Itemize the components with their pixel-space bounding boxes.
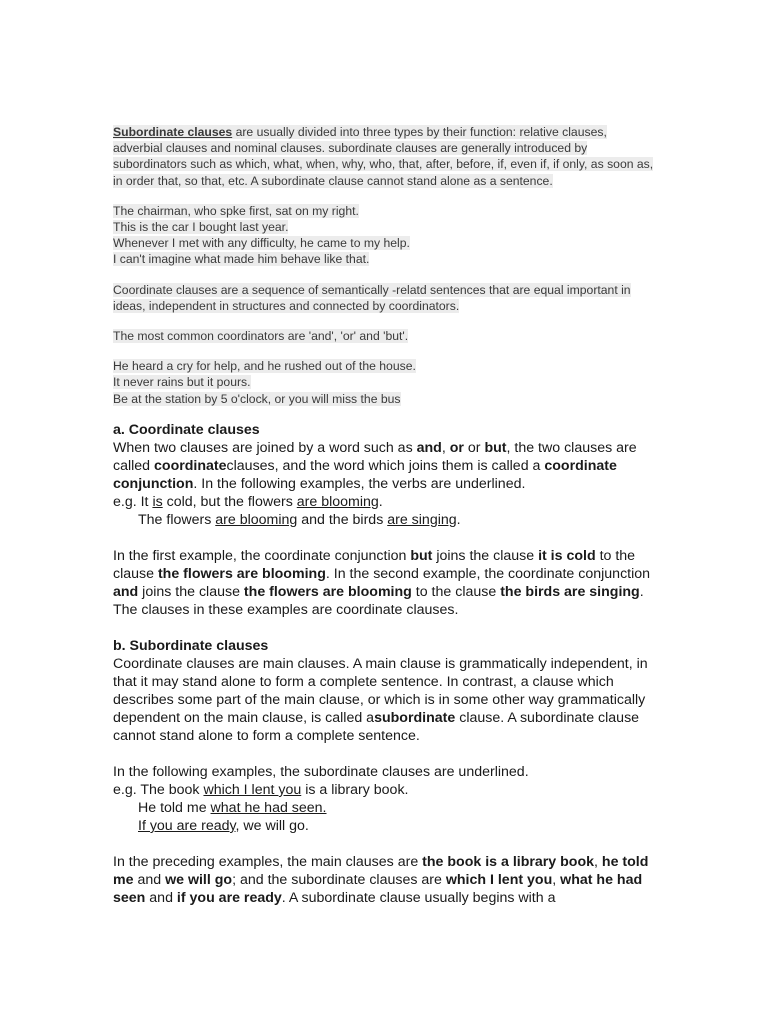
example-line: e.g. It is cold, but the flowers are blooming. — [113, 494, 383, 510]
section-a-heading: a. Coordinate clauses — [113, 422, 260, 438]
example-line: He told me what he had seen. — [138, 800, 327, 816]
example-list-2 — [113, 358, 658, 407]
example-list-1 — [113, 203, 658, 268]
example-line: Whenever I met with any difficulty, he came to my help. — [113, 236, 410, 251]
example-line: The chairman, who spke first, sat on my right. — [113, 203, 359, 218]
example-line: Be at the station by 5 o'clock, or you will miss the bus — [113, 391, 401, 406]
section-a-paragraph-1: When two clauses are joined by a word such as and, or or but, the two clauses are called coordinateclauses, and the word which joins them is called a coordinate conjunction. In the following examples, the verbs are underlined. — [113, 440, 637, 492]
example-line: If you are ready, we will go. — [138, 818, 309, 834]
example-line: e.g. The book which I lent you is a library book. — [113, 782, 409, 798]
example-line: He heard a cry for help, and he rushed out of the house. — [113, 359, 416, 374]
example-line: This is the car I bought last year. — [113, 220, 289, 235]
section-b-paragraph-2: In the preceding examples, the main clauses are the book is a library book, he told me and we will go; and the subordinate clauses are which I lent you, what he had seen and if you are ready. A subordinate clause usually begins with a — [113, 854, 649, 906]
coordinate-clauses-paragraph: Coordinate clauses are a sequence of semantically -relatd sentences that are equal important in ideas, independent in structures and connected by coordinators. — [113, 282, 631, 313]
section-b-paragraph-1: Coordinate clauses are main clauses. A main clause is grammatically independent, in that it may stand alone to form a complete sentence. In contrast, a clause which describes some part of the main clause, or which is in some other way grammatically dependent on the main clause, is called asubordinate clause. A subordinate clause cannot stand alone to form a complete sentence. — [113, 656, 648, 744]
intro-paragraph: Subordinate clauses are usually divided into three types by their function: relative clauses, adverbial clauses and nominal clauses. subordinate clauses are generally introduced by subordinators such as which, what, when, why, who, that, after, before, if, even if, if only, as soon as, in order that, so that, etc. A subordinate clause cannot stand alone as a sentence. — [113, 125, 654, 188]
section-b-heading: b. Subordinate clauses — [113, 638, 269, 654]
highlighted-excerpt — [113, 124, 658, 421]
subordinate-clauses-term: Subordinate clauses — [113, 125, 233, 139]
coordinators-paragraph: The most common coordinators are 'and', 'or' and 'but'. — [113, 329, 409, 344]
section-b-intro: In the following examples, the subordinate clauses are underlined. — [113, 764, 529, 780]
example-line: I can't imagine what made him behave like that. — [113, 252, 370, 267]
main-text — [113, 421, 658, 925]
section-a-paragraph-2: In the first example, the coordinate conjunction but joins the clause it is cold to the clause the flowers are blooming. In the second example, the coordinate conjunction and joins the clause the flowers are blooming to the clause the birds are singing. The clauses in these examples are coordinate clauses. — [113, 548, 651, 618]
example-line: It never rains but it pours. — [113, 375, 251, 390]
example-line: The flowers are blooming and the birds are singing. — [138, 512, 461, 528]
